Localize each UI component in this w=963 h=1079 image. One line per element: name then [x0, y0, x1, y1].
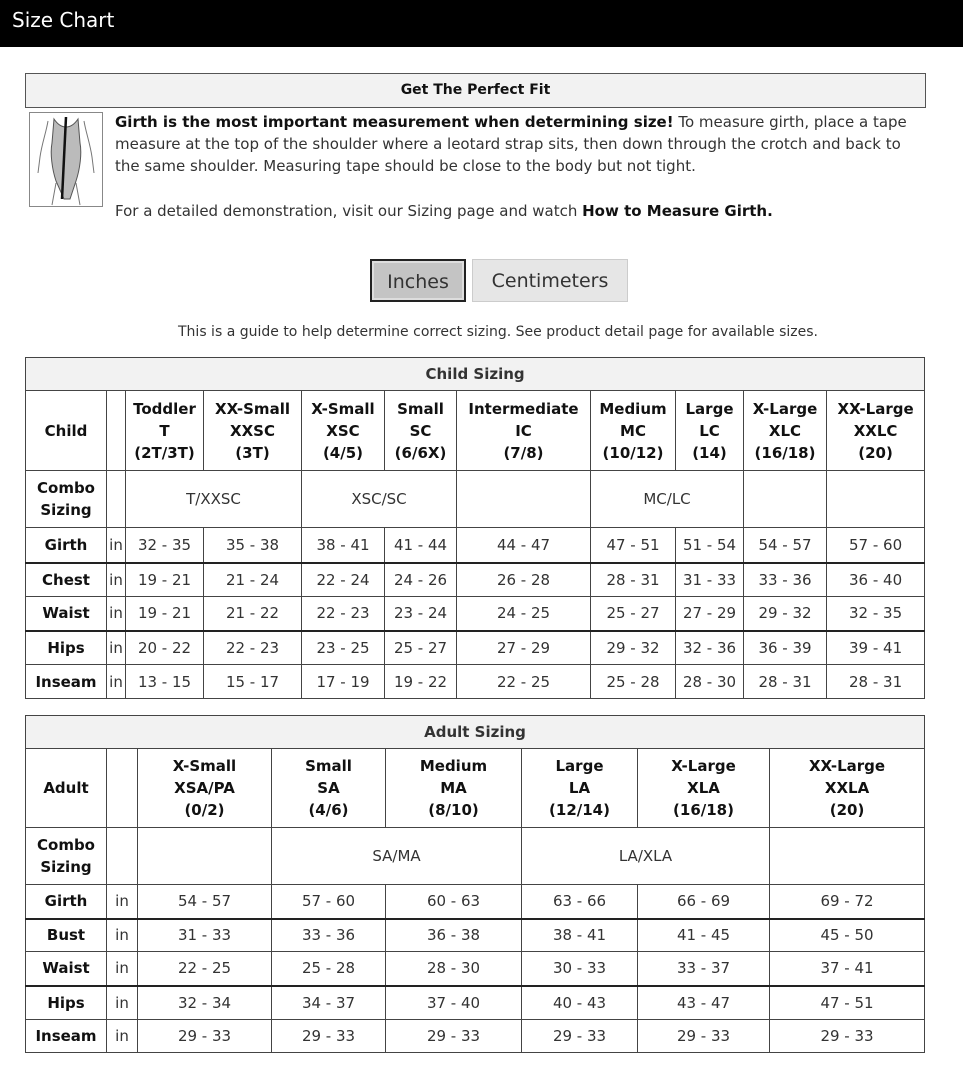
- size-header: [591, 391, 676, 471]
- measurement-value: 29 - 33: [638, 1020, 770, 1053]
- size-header: [522, 749, 638, 828]
- size-header: [676, 391, 744, 471]
- unit-cell: in: [107, 665, 126, 699]
- measurement-value: 23 - 24: [385, 597, 457, 631]
- measurement-value: 25 - 27: [591, 597, 676, 631]
- measurement-value: 33 - 36: [744, 563, 827, 597]
- measurement-value: 39 - 41: [827, 631, 925, 665]
- demo-text: For a detailed demonstration, visit our Sizing page and watch: [115, 202, 583, 220]
- size-header-line: XXLC: [853, 421, 898, 440]
- measurement-value: 31 - 33: [138, 919, 272, 952]
- size-header-line: (10/12): [602, 443, 664, 462]
- unit-spacer: [107, 471, 126, 528]
- measurement-label: Inseam: [26, 665, 107, 699]
- measurement-value: 37 - 41: [770, 952, 925, 986]
- size-header-line: MC: [620, 421, 646, 440]
- unit-cell: in: [107, 597, 126, 631]
- unit-cell: in: [107, 528, 126, 563]
- measurement-value: 22 - 24: [302, 563, 385, 597]
- size-header-line: XX-Large: [837, 399, 914, 418]
- measurement-value: 36 - 40: [827, 563, 925, 597]
- measurement-value: 44 - 47: [457, 528, 591, 563]
- sizing-guide-note: This is a guide to help determine correct sizing. See product detail page for available sizes.: [178, 324, 818, 340]
- size-header-line: XSA/PA: [174, 779, 235, 797]
- table-row: [26, 1020, 925, 1053]
- unit-spacer: [107, 828, 138, 885]
- size-header-line: MA: [440, 779, 467, 797]
- size-header-line: XX-Small: [215, 399, 290, 418]
- measurement-value: 34 - 37: [272, 986, 386, 1020]
- size-header: [138, 749, 272, 828]
- measurement-value: 29 - 33: [522, 1020, 638, 1053]
- table-row: [26, 885, 925, 919]
- table-row: [26, 563, 925, 597]
- size-header-line: XLA: [687, 779, 720, 797]
- measurement-value: 22 - 25: [138, 952, 272, 986]
- measurement-value: 38 - 41: [302, 528, 385, 563]
- size-header-line: XSC: [326, 421, 360, 440]
- measurement-value: 69 - 72: [770, 885, 925, 919]
- measurement-value: 57 - 60: [827, 528, 925, 563]
- size-header-line: XXLA: [824, 779, 870, 797]
- measurement-value: 47 - 51: [770, 986, 925, 1020]
- measurement-value: 33 - 37: [638, 952, 770, 986]
- measurement-label: Waist: [26, 597, 107, 631]
- size-header: [457, 391, 591, 471]
- measurement-value: 27 - 29: [676, 597, 744, 631]
- combo-sizing-label: Combo Sizing: [26, 828, 107, 885]
- unit-cell: in: [107, 986, 138, 1020]
- measurement-value: 31 - 33: [676, 563, 744, 597]
- size-header-line: (7/8): [503, 443, 544, 462]
- unit-spacer: [107, 749, 138, 828]
- table-row: [26, 528, 925, 563]
- measurement-value: 28 - 31: [591, 563, 676, 597]
- measurement-label: Chest: [26, 563, 107, 597]
- combo-cell: [770, 828, 925, 885]
- measurement-value: 29 - 32: [744, 597, 827, 631]
- measurement-label: Waist: [26, 952, 107, 986]
- measurement-value: 33 - 36: [272, 919, 386, 952]
- size-header: [204, 391, 302, 471]
- size-header-line: Intermediate: [468, 399, 579, 418]
- combo-cell: [744, 471, 827, 528]
- top-bar: [0, 0, 963, 47]
- combo-cell: MC/LC: [591, 471, 744, 528]
- measurement-value: 17 - 19: [302, 665, 385, 699]
- size-header-line: Toddler: [133, 399, 196, 418]
- size-header-line: Medium: [419, 757, 488, 775]
- measurement-value: 25 - 28: [591, 665, 676, 699]
- measurement-value: 15 - 17: [204, 665, 302, 699]
- measurement-value: 13 - 15: [126, 665, 204, 699]
- how-to-measure-girth-link[interactable]: How to Measure Girth.: [582, 202, 773, 220]
- size-header: [827, 391, 925, 471]
- size-header-line: Small: [305, 757, 352, 775]
- table-row: [26, 631, 925, 665]
- unit-cell: in: [107, 885, 138, 919]
- measurement-label: Hips: [26, 631, 107, 665]
- size-header-line: (14): [692, 443, 727, 462]
- measurement-value: 29 - 33: [386, 1020, 522, 1053]
- size-header: [126, 391, 204, 471]
- size-header-line: (4/5): [322, 443, 364, 462]
- size-header-line: (6/6X): [394, 443, 447, 462]
- measurement-value: 24 - 25: [457, 597, 591, 631]
- child-label: Child: [26, 391, 107, 471]
- size-header-line: (2T/3T): [134, 443, 195, 462]
- combo-cell: [827, 471, 925, 528]
- measurement-value: 21 - 22: [204, 597, 302, 631]
- measurement-value: 41 - 45: [638, 919, 770, 952]
- measurement-value: 66 - 69: [638, 885, 770, 919]
- size-header-line: IC: [515, 421, 532, 440]
- table-row: [26, 919, 925, 952]
- size-header-line: (20): [829, 801, 865, 819]
- inches-button[interactable]: Inches: [370, 259, 466, 302]
- unit-spacer: [107, 391, 126, 471]
- size-header-line: (20): [858, 443, 893, 462]
- table-row: [26, 986, 925, 1020]
- combo-cell: T/XXSC: [126, 471, 302, 528]
- adult-sizing-table: [25, 715, 925, 1053]
- measurement-value: 25 - 28: [272, 952, 386, 986]
- size-header-line: T: [159, 421, 170, 440]
- measurement-value: 25 - 27: [385, 631, 457, 665]
- measurement-value: 41 - 44: [385, 528, 457, 563]
- combo-cell: LA/XLA: [522, 828, 770, 885]
- measurement-label: Bust: [26, 919, 107, 952]
- measurement-value: 28 - 30: [676, 665, 744, 699]
- size-header-line: (0/2): [184, 801, 225, 819]
- measurement-value: 47 - 51: [591, 528, 676, 563]
- size-header-line: X-Large: [752, 399, 818, 418]
- size-header: [272, 749, 386, 828]
- measurement-value: 32 - 34: [138, 986, 272, 1020]
- size-header-line: X-Small: [172, 757, 237, 775]
- measurement-value: 43 - 47: [638, 986, 770, 1020]
- measurement-label: Inseam: [26, 1020, 107, 1053]
- measurement-value: 54 - 57: [744, 528, 827, 563]
- table-row: [26, 952, 925, 986]
- measurement-value: 32 - 35: [126, 528, 204, 563]
- size-header: [744, 391, 827, 471]
- measurement-value: 21 - 24: [204, 563, 302, 597]
- size-header-line: LA: [568, 779, 591, 797]
- measurement-label: Girth: [26, 528, 107, 563]
- measurement-label: Hips: [26, 986, 107, 1020]
- measurement-value: 36 - 39: [744, 631, 827, 665]
- measurement-value: 22 - 23: [204, 631, 302, 665]
- page-title: Size Chart: [12, 8, 115, 32]
- combo-cell: XSC/SC: [302, 471, 457, 528]
- child-sizing-caption: Child Sizing: [26, 358, 925, 391]
- unit-cell: in: [107, 1020, 138, 1053]
- size-header-line: SC: [409, 421, 432, 440]
- measurement-value: 30 - 33: [522, 952, 638, 986]
- measurement-value: 63 - 66: [522, 885, 638, 919]
- measurement-value: 51 - 54: [676, 528, 744, 563]
- size-header-line: Small: [397, 399, 444, 418]
- girth-instructions-text: To measure girth, place a tape measure at the top of the shoulder where a leotard strap sits, then down through the crotch and back to the same shoulder. Measuring tape should be close to the body but not tight.: [115, 113, 907, 175]
- measurement-value: 37 - 40: [386, 986, 522, 1020]
- measurement-value: 40 - 43: [522, 986, 638, 1020]
- size-header-line: XLC: [768, 421, 802, 440]
- measurement-value: 29 - 32: [591, 631, 676, 665]
- measurement-value: 19 - 21: [126, 597, 204, 631]
- size-header-line: (16/18): [754, 443, 816, 462]
- measurement-value: 60 - 63: [386, 885, 522, 919]
- size-header-line: (8/10): [428, 801, 479, 819]
- measurement-value: 35 - 38: [204, 528, 302, 563]
- size-header: [638, 749, 770, 828]
- size-header-line: SA: [317, 779, 340, 797]
- size-header-line: (12/14): [549, 801, 610, 819]
- measurement-value: 32 - 36: [676, 631, 744, 665]
- adult-sizing-caption: Adult Sizing: [26, 716, 925, 749]
- girth-importance-text: Girth is the most important measurement when determining size!: [115, 113, 674, 131]
- size-header-line: Large: [685, 399, 734, 418]
- measurement-value: 28 - 31: [744, 665, 827, 699]
- measurement-value: 24 - 26: [385, 563, 457, 597]
- unit-cell: in: [107, 952, 138, 986]
- measurement-value: 27 - 29: [457, 631, 591, 665]
- leotard-figure-image: [29, 112, 103, 207]
- size-header: [302, 391, 385, 471]
- size-header-line: (4/6): [308, 801, 349, 819]
- adult-label: Adult: [26, 749, 107, 828]
- size-header: [385, 391, 457, 471]
- measurement-value: 29 - 33: [272, 1020, 386, 1053]
- size-header-line: LC: [699, 421, 720, 440]
- size-header-line: X-Small: [311, 399, 375, 418]
- measurement-value: 54 - 57: [138, 885, 272, 919]
- measurement-value: 19 - 21: [126, 563, 204, 597]
- table-row: [26, 665, 925, 699]
- size-header: [770, 749, 925, 828]
- measurement-value: 26 - 28: [457, 563, 591, 597]
- measurement-value: 20 - 22: [126, 631, 204, 665]
- measurement-value: 22 - 25: [457, 665, 591, 699]
- measurement-value: 38 - 41: [522, 919, 638, 952]
- unit-cell: in: [107, 919, 138, 952]
- measurement-value: 45 - 50: [770, 919, 925, 952]
- child-sizing-table: [25, 357, 925, 699]
- measurement-value: 32 - 35: [827, 597, 925, 631]
- size-header: [386, 749, 522, 828]
- table-row: [26, 597, 925, 631]
- unit-cell: in: [107, 563, 126, 597]
- measurement-value: 36 - 38: [386, 919, 522, 952]
- measurement-value: 57 - 60: [272, 885, 386, 919]
- unit-cell: in: [107, 631, 126, 665]
- combo-cell: SA/MA: [272, 828, 522, 885]
- size-header-line: X-Large: [671, 757, 736, 775]
- measurement-value: 29 - 33: [770, 1020, 925, 1053]
- measurement-value: 22 - 23: [302, 597, 385, 631]
- combo-cell: [138, 828, 272, 885]
- combo-sizing-label: Combo Sizing: [26, 471, 107, 528]
- centimeters-button[interactable]: Centimeters: [472, 259, 628, 302]
- measurement-value: 29 - 33: [138, 1020, 272, 1053]
- measurement-label: Girth: [26, 885, 107, 919]
- measurement-value: 19 - 22: [385, 665, 457, 699]
- combo-cell: [457, 471, 591, 528]
- size-header-line: XXSC: [230, 421, 275, 440]
- size-header-line: XX-Large: [808, 757, 886, 775]
- size-header-line: (3T): [235, 443, 270, 462]
- measurement-value: 28 - 30: [386, 952, 522, 986]
- size-header-line: Medium: [599, 399, 667, 418]
- measurement-value: 28 - 31: [827, 665, 925, 699]
- size-header-line: (16/18): [673, 801, 734, 819]
- measurement-value: 23 - 25: [302, 631, 385, 665]
- fit-instructions: [115, 111, 925, 222]
- size-header-line: Large: [555, 757, 604, 775]
- fit-heading: Get The Perfect Fit: [25, 73, 926, 108]
